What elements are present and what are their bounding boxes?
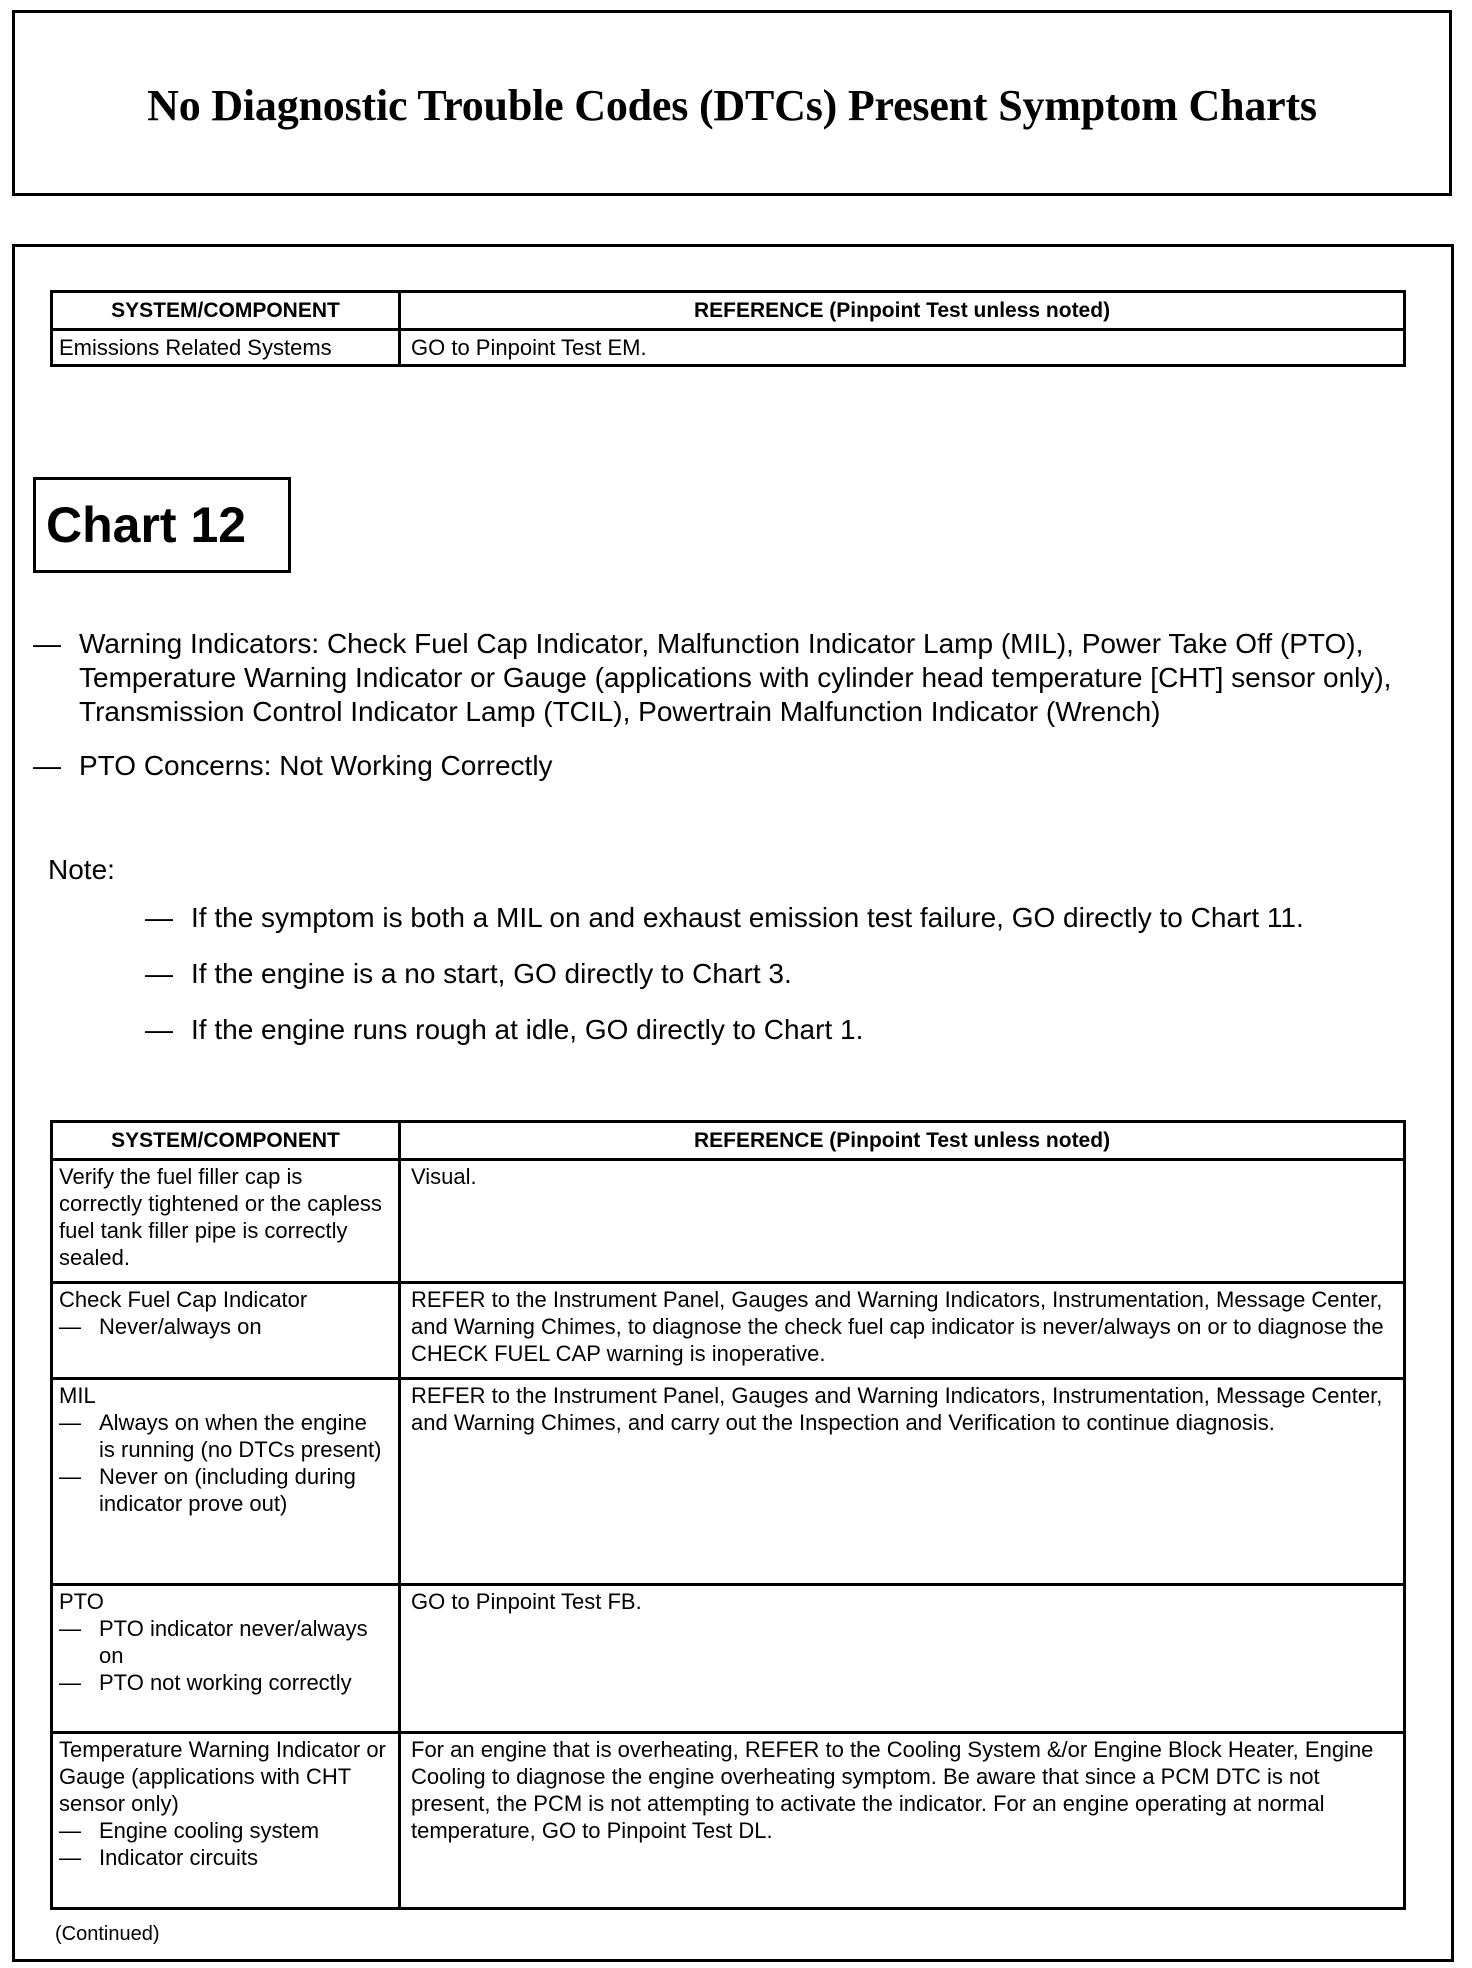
- page-title: No Diagnostic Trouble Codes (DTCs) Present Symptom Charts: [147, 81, 1317, 130]
- dash-bullet: —: [145, 958, 173, 989]
- table-row: [52, 1733, 1405, 1909]
- component-cell: [52, 1283, 400, 1379]
- dash-bullet: —: [59, 1410, 81, 1435]
- note-item: [145, 957, 1435, 991]
- table-row: [52, 330, 1405, 366]
- dash-bullet: —: [59, 1464, 81, 1489]
- note-list: [145, 901, 1435, 1047]
- symptom-item: [33, 627, 1433, 729]
- dash-bullet: —: [59, 1845, 81, 1870]
- note-label: Note:: [48, 854, 115, 885]
- table-row: [52, 1585, 1405, 1733]
- sub-item: — PTO not working correctly: [59, 1670, 352, 1695]
- note-text: If the engine runs rough at idle, GO directly to Chart 1.: [191, 1014, 864, 1045]
- header-reference: REFERENCE (Pinpoint Test unless noted): [400, 1122, 1405, 1160]
- note-item: [145, 901, 1435, 935]
- header-system-component: SYSTEM/COMPONENT: [52, 1122, 400, 1160]
- reference-cell: Visual.: [400, 1160, 1405, 1283]
- table-row: [52, 1283, 1405, 1379]
- component-title: MIL: [59, 1383, 96, 1408]
- component-cell: [52, 1160, 400, 1283]
- sub-item: — Never/always on: [59, 1314, 262, 1339]
- component-cell: [52, 1733, 400, 1909]
- page-title-box: [12, 10, 1452, 196]
- note-text: If the engine is a no start, GO directly to Chart 3.: [191, 958, 792, 989]
- dash-bullet: —: [33, 750, 61, 781]
- table-header-row: [52, 292, 1405, 330]
- sub-item-list: [59, 1615, 388, 1696]
- symptom-list: [33, 627, 1433, 783]
- table-header-row: [52, 1122, 1405, 1160]
- continued-label: (Continued): [55, 1923, 160, 1945]
- dash-bullet: —: [59, 1616, 81, 1641]
- component-title: Temperature Warning Indicator or Gauge (applications with CHT sensor only): [59, 1737, 386, 1816]
- dash-bullet: —: [59, 1314, 81, 1339]
- sub-item-list: [59, 1409, 388, 1517]
- dash-bullet: —: [33, 628, 61, 659]
- sub-item: — Indicator circuits: [59, 1845, 258, 1870]
- header-reference: REFERENCE (Pinpoint Test unless noted): [400, 292, 1405, 330]
- component-title: Verify the fuel filler cap is correctly tightened or the capless fuel tank filler pipe is correctly sealed.: [59, 1164, 382, 1270]
- sub-item-list: [59, 1817, 388, 1871]
- symptom-text: Warning Indicators: Check Fuel Cap Indicator, Malfunction Indicator Lamp (MIL), Power Take Off (PTO), Temperature Warning Indicator or Gauge (applications with cylinder head temperature [CHT] sensor only), Transmission Control Indicator Lamp (TCIL), Powertrain Malfunction Indicator (Wrench): [79, 628, 1392, 727]
- reference-cell: For an engine that is overheating, REFER to the Cooling System &/or Engine Block Heater, Engine Cooling to diagnose the engine overheating symptom. Be aware that since a PCM DTC is not present, the PCM is not attempting to activate the indicator. For an engine operating at normal temperature, GO to Pinpoint Test DL.: [400, 1733, 1405, 1909]
- reference-cell: GO to Pinpoint Test EM.: [400, 330, 1405, 366]
- note-text: If the symptom is both a MIL on and exhaust emission test failure, GO directly to Chart 11.: [191, 902, 1304, 933]
- dash-bullet: —: [145, 1014, 173, 1045]
- sub-item: — Always on when the engine is running (no DTCs present): [59, 1410, 382, 1462]
- component-cell: [52, 1379, 400, 1585]
- table-row: [52, 1160, 1405, 1283]
- sub-item-list: [59, 1313, 388, 1340]
- component-cell: Emissions Related Systems: [52, 330, 400, 366]
- chart-number-label: Chart 12: [33, 477, 291, 573]
- table-row: [52, 1379, 1405, 1585]
- header-system-component: SYSTEM/COMPONENT: [52, 292, 400, 330]
- reference-cell: REFER to the Instrument Panel, Gauges and Warning Indicators, Instrumentation, Message Center, and Warning Chimes, to diagnose the check fuel cap indicator is never/always on or to diagnose the CHECK FUEL CAP warning is inoperative.: [400, 1283, 1405, 1379]
- sub-item: — Engine cooling system: [59, 1818, 320, 1843]
- reference-cell: REFER to the Instrument Panel, Gauges and Warning Indicators, Instrumentation, Message Center, and Warning Chimes, and carry out the Inspection and Verification to continue diagnosis.: [400, 1379, 1405, 1585]
- dash-bullet: —: [59, 1818, 81, 1843]
- note-item: [145, 1013, 1435, 1047]
- dash-bullet: —: [145, 902, 173, 933]
- emissions-reference-table: [50, 290, 1406, 367]
- component-title: PTO: [59, 1589, 104, 1614]
- component-cell: [52, 1585, 400, 1733]
- sub-item: — PTO indicator never/always on: [59, 1616, 368, 1668]
- reference-cell: GO to Pinpoint Test FB.: [400, 1585, 1405, 1733]
- chart-content-box: [12, 244, 1454, 1962]
- symptom-text: PTO Concerns: Not Working Correctly: [79, 750, 553, 781]
- symptom-item: [33, 749, 1433, 783]
- symptom-reference-table: [50, 1120, 1406, 1910]
- sub-item: — Never on (including during indicator prove out): [59, 1464, 356, 1516]
- dash-bullet: —: [59, 1670, 81, 1695]
- component-title: Check Fuel Cap Indicator: [59, 1287, 308, 1312]
